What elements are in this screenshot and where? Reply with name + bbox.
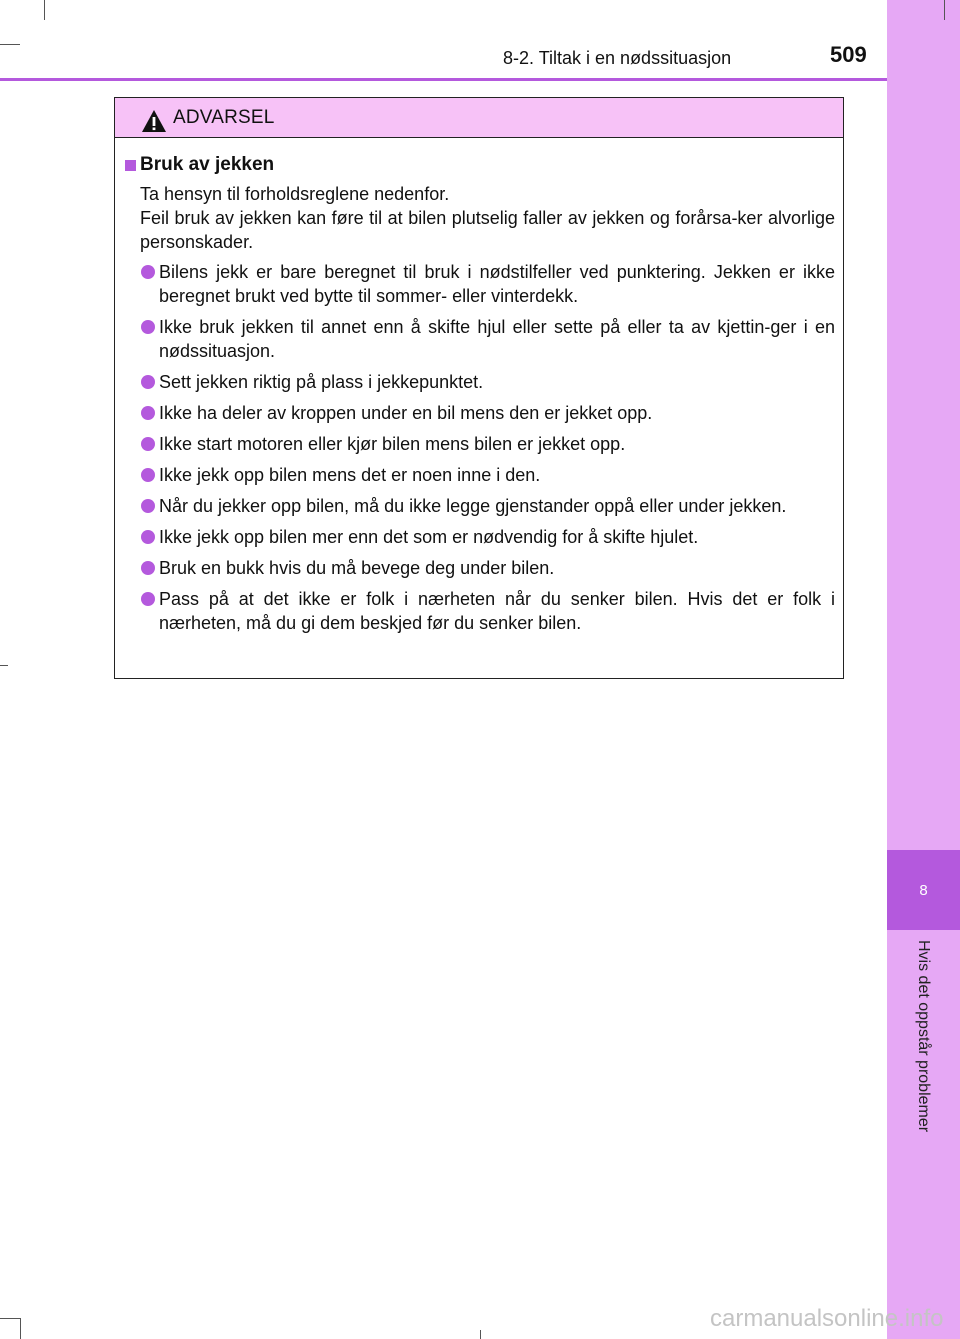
crop-mark (480, 1330, 481, 1339)
bullet-dot-icon (141, 437, 155, 451)
list-item (125, 587, 835, 635)
section-title (125, 153, 835, 177)
bullet-dot-icon (141, 561, 155, 575)
list-item-text: Sett jekken riktig på plass i jekkepunktet. (159, 372, 484, 392)
page-number: 509 (830, 42, 867, 67)
warning-box (114, 97, 844, 679)
bullet-dot-icon (141, 320, 155, 334)
header-section-title: 8-2. Tiltak i en nødssituasjon (503, 48, 732, 68)
list-item-text: Ikke start motoren eller kjør bilen mens bilen er jekket opp. (159, 434, 626, 454)
list-item (125, 556, 835, 580)
list-item (125, 260, 835, 308)
bullet-dot-icon (141, 265, 155, 279)
list-item-text: Ikke jekk opp bilen mer enn det som er nødvendig for å skifte hjulet. (159, 527, 699, 547)
warning-triangle-icon (141, 109, 167, 133)
bullet-dot-icon (141, 530, 155, 544)
bullet-dot-icon (141, 468, 155, 482)
list-item (125, 401, 835, 425)
crop-mark (0, 44, 20, 45)
list-item-text: Når du jekker opp bilen, må du ikke legge gjenstander oppå eller under jekken. (159, 496, 787, 516)
list-item-text: Pass på at det ikke er folk i nærheten når du senker bilen. Hvis det er folk i nærheten, må du gi dem beskjed før du senker bilen. (159, 589, 835, 633)
intro-text (125, 182, 835, 254)
square-bullet-icon (125, 160, 136, 171)
crop-mark (0, 665, 8, 666)
list-item-text: Ikke ha deler av kroppen under en bil mens den er jekket opp. (159, 403, 653, 423)
bullet-dot-icon (141, 499, 155, 513)
warning-label: ADVARSEL (173, 106, 275, 128)
crop-mark (20, 1318, 21, 1339)
list-item-text: Ikke bruk jekken til annet enn å skifte hjul eller sette på eller ta av kjettin-ger i en nødssituasjon. (159, 317, 835, 361)
watermark: carmanualsonline.info (710, 1305, 944, 1332)
bullet-dot-icon (141, 375, 155, 389)
crop-mark (0, 1318, 20, 1319)
crop-mark (44, 0, 45, 20)
chapter-title-text: Hvis det oppstår problemer (915, 940, 932, 1133)
header-rule (0, 78, 887, 81)
list-item (125, 525, 835, 549)
warning-header (115, 98, 843, 138)
bullet-dot-icon (141, 406, 155, 420)
list-item-text: Ikke jekk opp bilen mens det er noen inne i den. (159, 465, 541, 485)
bullet-list (125, 260, 835, 635)
list-item-text: Bruk en bukk hvis du må bevege deg under bilen. (159, 558, 555, 578)
intro-line: Feil bruk av jekken kan føre til at bilen plutselig faller av jekken og forårsa-ker alvorlige personskader. (140, 208, 835, 252)
list-item (125, 370, 835, 394)
list-item (125, 494, 835, 518)
list-item-text: Bilens jekk er bare beregnet til bruk i nødstilfeller ved punktering. Jekken er ikke beregnet brukt ved bytte til sommer- eller vinterdekk. (159, 262, 835, 306)
chapter-number: 8 (887, 850, 960, 930)
list-item (125, 463, 835, 487)
bullet-dot-icon (141, 592, 155, 606)
chapter-title (913, 940, 933, 1133)
warning-body (115, 138, 843, 635)
intro-line: Ta hensyn til forholdsreglene nedenfor. (140, 184, 450, 204)
side-tab (887, 0, 960, 1339)
section-title-text: Bruk av jekken (140, 154, 275, 175)
list-item (125, 432, 835, 456)
list-item (125, 315, 835, 363)
crop-mark (944, 0, 945, 20)
